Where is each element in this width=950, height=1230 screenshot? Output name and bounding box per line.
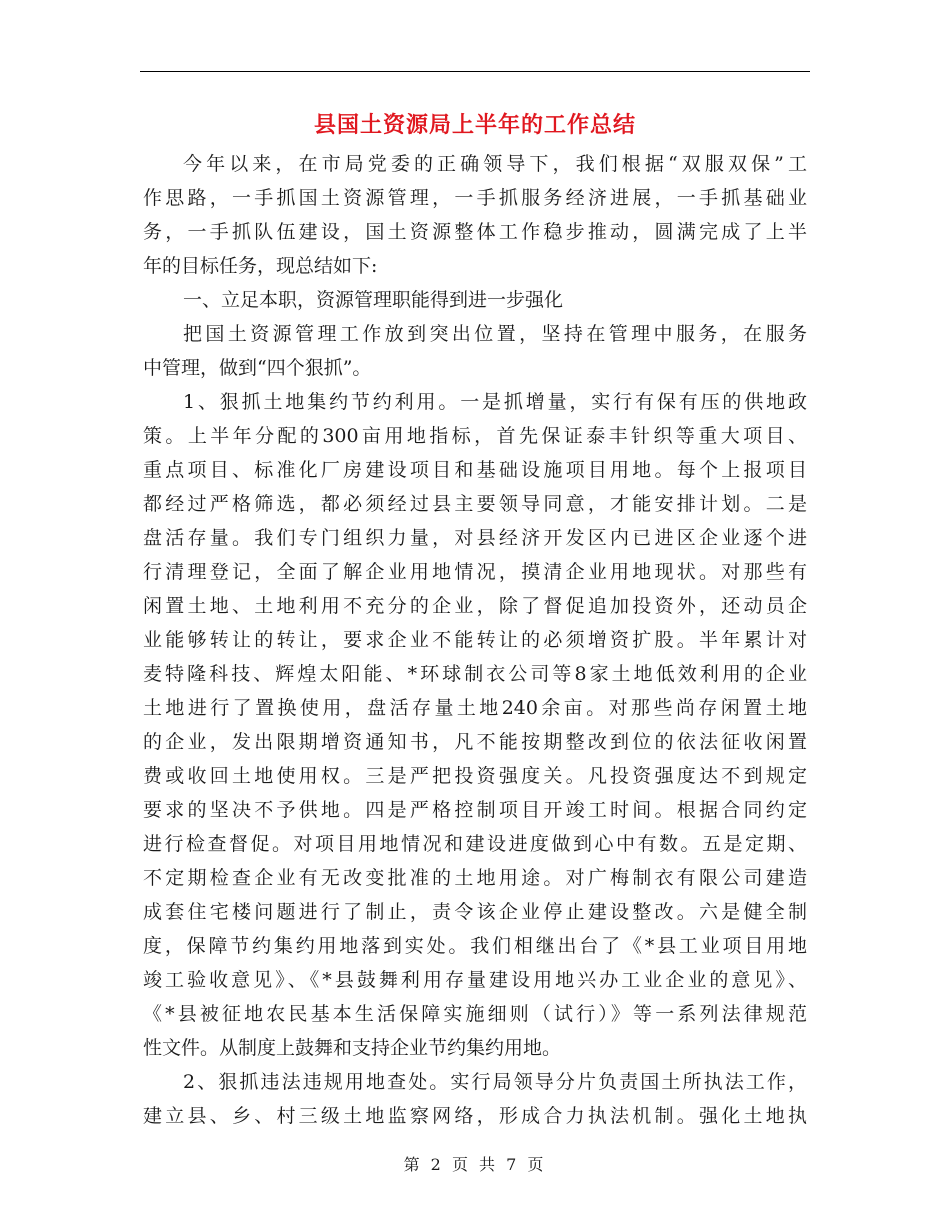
- paragraph-line: 都经过严格筛选，都必须经过县主要领导同意，才能安排计划。二是: [143, 493, 807, 515]
- page-footer: 第 2 页 共 7 页: [403, 1155, 547, 1174]
- paragraph-line: 《*县被征地农民基本生活保障实施细则（试行）》等一系列法律规范: [143, 1003, 807, 1025]
- paragraph-line: 进行检查督促。对项目用地情况和建设进度做到心中有数。五是定期、: [143, 833, 807, 855]
- paragraph-line: 中管理，做到“四个狠抓”。: [143, 357, 372, 379]
- header-rule: [140, 71, 810, 72]
- paragraph-line: 作思路，一手抓国土资源管理，一手抓服务经济进展，一手抓基础业: [143, 187, 807, 209]
- paragraph-line: 度，保障节约集约用地落到实处。我们相继出台了《*县工业项目用地: [143, 935, 807, 957]
- paragraph-line: 成套住宅楼问题进行了制止，责令该企业停止建设整改。六是健全制: [143, 901, 807, 923]
- paragraph-line: 建立县、乡、村三级土地监察网络，形成合力执法机制。强化土地执: [143, 1105, 807, 1127]
- paragraph-line: 竣工验收意见》、《*县鼓舞利用存量建设用地兴办工业企业的意见》、: [143, 969, 807, 991]
- document-title: 县国土资源局上半年的工作总结: [313, 112, 636, 138]
- paragraph-line: 策。上半年分配的300亩用地指标，首先保证泰丰针织等重大项目、: [143, 425, 807, 447]
- paragraph-line: 务，一手抓队伍建设，国土资源整体工作稳步推动，圆满完成了上半: [143, 221, 807, 243]
- paragraph-line: 土地进行了置换使用，盘活存量土地240余亩。对那些尚存闲置土地: [143, 697, 807, 719]
- paragraph-line: 不定期检查企业有无改变批准的土地用途。对广梅制衣有限公司建造: [143, 867, 807, 889]
- paragraph-line: 业能够转让的转让，要求企业不能转让的必须增资扩股。半年累计对: [143, 629, 807, 651]
- paragraph-line: 重点项目、标准化厂房建设项目和基础设施项目用地。每个上报项目: [143, 459, 807, 481]
- paragraph-line: 要求的坚决不予供地。四是严格控制项目开竣工时间。根据合同约定: [143, 799, 807, 821]
- paragraph-first-line: 今年以来，在市局党委的正确领导下，我们根据“双服双保”工: [183, 153, 807, 175]
- paragraph-line: 性文件。从制度上鼓舞和支持企业节约集约用地。: [143, 1037, 562, 1059]
- paragraph-line: 费或收回土地使用权。三是严把投资强度关。凡投资强度达不到规定: [143, 765, 807, 787]
- paragraph-first-line: 2、狠抓违法违规用地查处。实行局领导分片负责国土所执法工作，: [183, 1071, 807, 1093]
- paragraph-first-line: 把国土资源管理工作放到突出位置，坚持在管理中服务，在服务: [183, 323, 807, 345]
- paragraph-line: 年的目标任务，现总结如下:: [143, 255, 378, 277]
- paragraph-first-line: 1、狠抓土地集约节约利用。一是抓增量，实行有保有压的供地政: [183, 391, 807, 413]
- paragraph-first-line: 一、立足本职，资源管理职能得到进一步强化: [183, 289, 564, 311]
- paragraph-line: 行清理登记，全面了解企业用地情况，摸清企业用地现状。对那些有: [143, 561, 807, 583]
- paragraph-line: 闲置土地、土地利用不充分的企业，除了督促追加投资外，还动员企: [143, 595, 807, 617]
- paragraph-line: 麦特隆科技、辉煌太阳能、*环球制衣公司等8家土地低效利用的企业: [143, 663, 807, 685]
- paragraph-line: 的企业，发出限期增资通知书，凡不能按期整改到位的依法征收闲置: [143, 731, 807, 753]
- paragraph-line: 盘活存量。我们专门组织力量，对县经济开发区内已进区企业逐个进: [143, 527, 807, 549]
